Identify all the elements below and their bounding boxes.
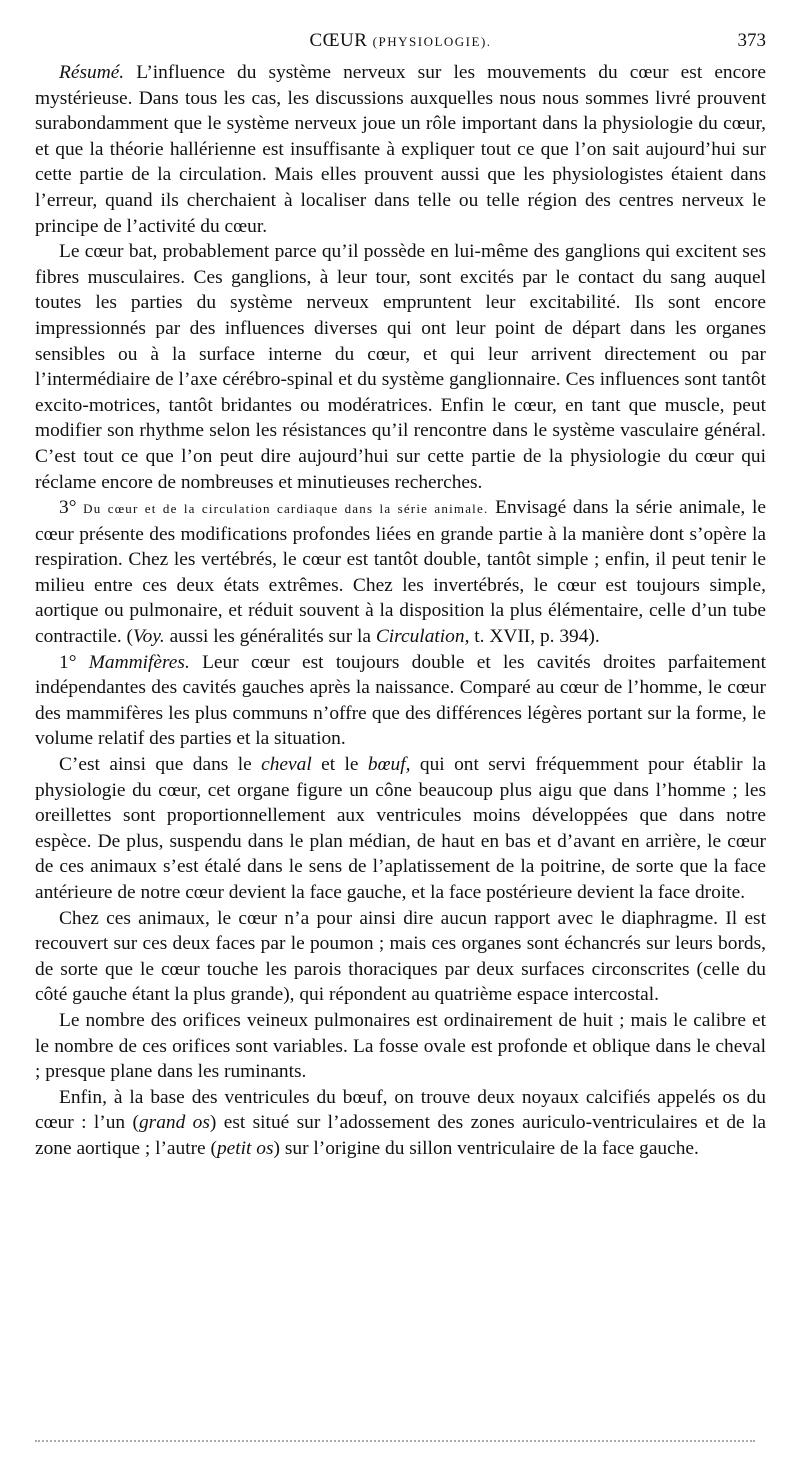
- term-petit-os: petit os: [216, 1137, 274, 1159]
- term-boeuf: bœuf,: [367, 754, 411, 776]
- running-header: [35, 0, 766, 60]
- text-span: ) est situé sur l’adossement des zones auriculo-ventriculaires et de la zone aortique ; l’autre (: [35, 1112, 766, 1159]
- footer-rule: [35, 1440, 755, 1442]
- text-span: qui ont servi fréquemment pour établir la physiologie du cœur, cet organe figure un cône beaucoup plus aigu que dans l’homme ; les oreillettes sont proportionnellement aux ventricules moins développées que dans notre espèce. De plus, suspendu dans le plan médian, de haut en bas et d’avant en arrière, le cœur de ces animaux s’est étalé dans le sens de l’aplatissement de la poitrine, de sorte que la face antérieure de notre cœur devient la face gauche, et la face postérieure devient la face droite.: [35, 754, 766, 903]
- paragraph-mammiferes: [35, 650, 766, 752]
- paragraph-cheval-boeuf: [35, 752, 766, 906]
- section-text-a: Envisagé dans la série animale, le cœur présente des modifications profondes liées en grande partie à la manière dont s’opère la respiration. Chez les vertébrés, le cœur est tantôt double, tantôt simple ; enfin, il peut tenir le milieu entre ces deux états extrêmes. Chez les invertébrés, le cœur est toujours simple, aortique ou pulmonaire, et réduit souvent à la disposition la plus élémentaire, celle d’un tube contractile. (: [35, 497, 766, 648]
- body-text: [35, 60, 766, 1162]
- voy-abbrev: Voy.: [132, 626, 165, 648]
- title-sub: (PHYSIOLOGIE).: [372, 34, 492, 49]
- term-cheval: cheval: [261, 754, 312, 776]
- paragraph-resume: [35, 60, 766, 239]
- resume-text: L’influence du système nerveux sur les mouvements du cœur est encore mystérieuse. Dans tous les cas, les discussions auxquelles nous nous sommes livré prouvent surabondamment que le système nerveux joue un rôle important dans la physiologie du cœur, et que la théorie hallérienne est insuffisante à expliquer tout ce que l’on sait aujourd’hui sur cette partie de la circulation. Mais elles prouvent aussi que les physiologistes étaient dans l’erreur, quand ils cherchaient à localiser dans telle ou telle région des centres nerveux le principe de l’activité du cœur.: [35, 62, 766, 237]
- text-span: et le: [311, 754, 368, 776]
- text-span: C’est ainsi que dans le: [59, 754, 262, 776]
- text-span: ) sur l’origine du sillon ventriculaire de la face gauche.: [273, 1137, 699, 1159]
- paragraph-diaphragme: Chez ces animaux, le cœur n’a pour ainsi dire aucun rapport avec le diaphragme. Il est recouvert sur ces deux faces par le poumon ; mais ces organes sont échancrés sur leurs bords, de sorte que le cœur touche les parois thoraciques par deux surfaces circonscrites (celle du côté gauche étant la plus grande), qui répondent au quatrième espace intercostal.: [35, 907, 766, 1006]
- resume-label: Résumé.: [59, 62, 125, 83]
- document-page: [35, 0, 766, 1162]
- mammiferes-text: Leur cœur est toujours double et les cavités droites parfaitement indépendantes des cavités gauches après la naissance. Comparé au cœur de l’homme, le cœur des mammifères les plus communs n’offre que des différences légères portant sur la forme, le volume relatif des parties et la situation.: [35, 651, 766, 750]
- subsection-number: 1°: [59, 651, 89, 673]
- section-text-c: , t. XVII, p. 394).: [464, 626, 600, 648]
- page-number: 373: [737, 30, 766, 51]
- paragraph-orifices: Le nombre des orifices veineux pulmonaires est ordinairement de huit ; mais le calibre et le nombre de ces orifices sont variables. La fosse ovale est profonde et oblique dans le cheval ; presque plane dans les ruminants.: [35, 1009, 766, 1083]
- paragraph-ganglions: Le cœur bat, probablement parce qu’il possède en lui-même des ganglions qui excitent ses fibres musculaires. Ces ganglions, à leur tour, sont excités par le contact du sang auquel toutes les parties du système nerveux empruntent leur excitabilité. Ils sont encore impressionnés par des influences diverses qui ont leur point de départ dans les organes sensibles ou à la surface interne du cœur, et qui leur arrivent directement ou par l’intermédiaire de l’axe cérébro-spinal et du système ganglionnaire. Ces influences sont tantôt excito-motrices, tantôt bridantes ou modératrices. Enfin le cœur, en tant que muscle, peut modifier son rhythme selon les résistances qu’il rencontre dans le système vasculaire général. C’est tout ce que l’on peut dire aujourd’hui sur cette partie de la physiologie du cœur qui réclame encore de nombreuses et minutieuses recherches.: [35, 241, 766, 493]
- section-text-b: aussi les généralités sur la: [164, 626, 376, 648]
- paragraph-os-du-coeur: [35, 1085, 766, 1162]
- title-main: CŒUR: [309, 30, 368, 51]
- subsection-heading: Mammifères.: [88, 651, 190, 673]
- section-number: 3°: [59, 497, 84, 519]
- paragraph-serie-animale: [35, 495, 766, 650]
- circulation-ref: Circulation: [375, 626, 465, 648]
- term-grand-os: grand os: [138, 1112, 210, 1134]
- running-title: [35, 30, 766, 52]
- text-span: Enfin, à la base des ventricules du bœuf, on trouve deux noyaux calcifiés appelés os du cœur : l’un (: [35, 1086, 766, 1134]
- section-heading: Du cœur et de la circulation cardiaque dans la série animale.: [83, 501, 489, 517]
